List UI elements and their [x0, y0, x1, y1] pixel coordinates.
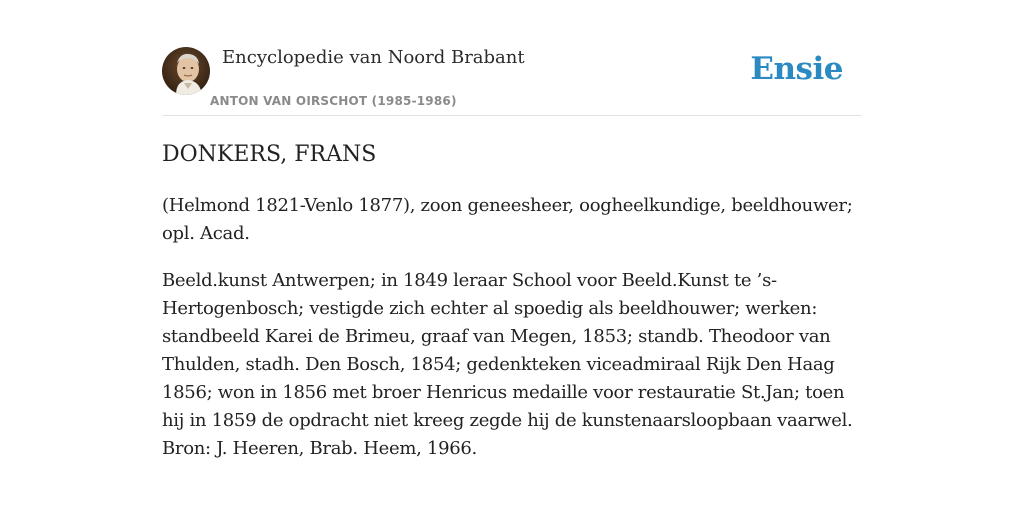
ensie-logo[interactable]: Ensie [750, 51, 843, 87]
encyclopedia-title[interactable]: Encyclopedie van Noord Brabant [222, 47, 525, 68]
entry-card [162, 0, 862, 459]
entry-paragraph: Beeld.kunst Antwerpen; in 1849 leraar School voor Beeld.Kunst te ’s-Hertogenbosch; vestigde zich echter al spoedig als beeldhouwer; werken: standbeeld Karei de Brimeu, graaf van Megen, 1853; standb. Theodoor van Thulden, stadh. Den Bosch, 1854; gedenkteken viceadmiraal Rijk Den Haag 1856; won in 1856 met broer Henricus medaille voor restauratie St.Jan; toen hij in 1859 de opdracht niet kreeg zegde hij de kunstenaarsloopbaan vaarwel. Bron: J. Heeren, Brab. Heem, 1966. [162, 270, 853, 459]
entry-headword: DONKERS, FRANS [162, 142, 377, 167]
entry-paragraph: (Helmond 1821-Venlo 1877), zoon geneesheer, oogheelkundige, beeldhouwer; opl. Acad. [162, 195, 853, 244]
author-portrait-icon [162, 47, 210, 95]
author-name[interactable]: ANTON VAN OIRSCHOT (1985-1986) [210, 94, 457, 108]
author-avatar[interactable] [162, 47, 210, 95]
entry-header [162, 0, 862, 116]
